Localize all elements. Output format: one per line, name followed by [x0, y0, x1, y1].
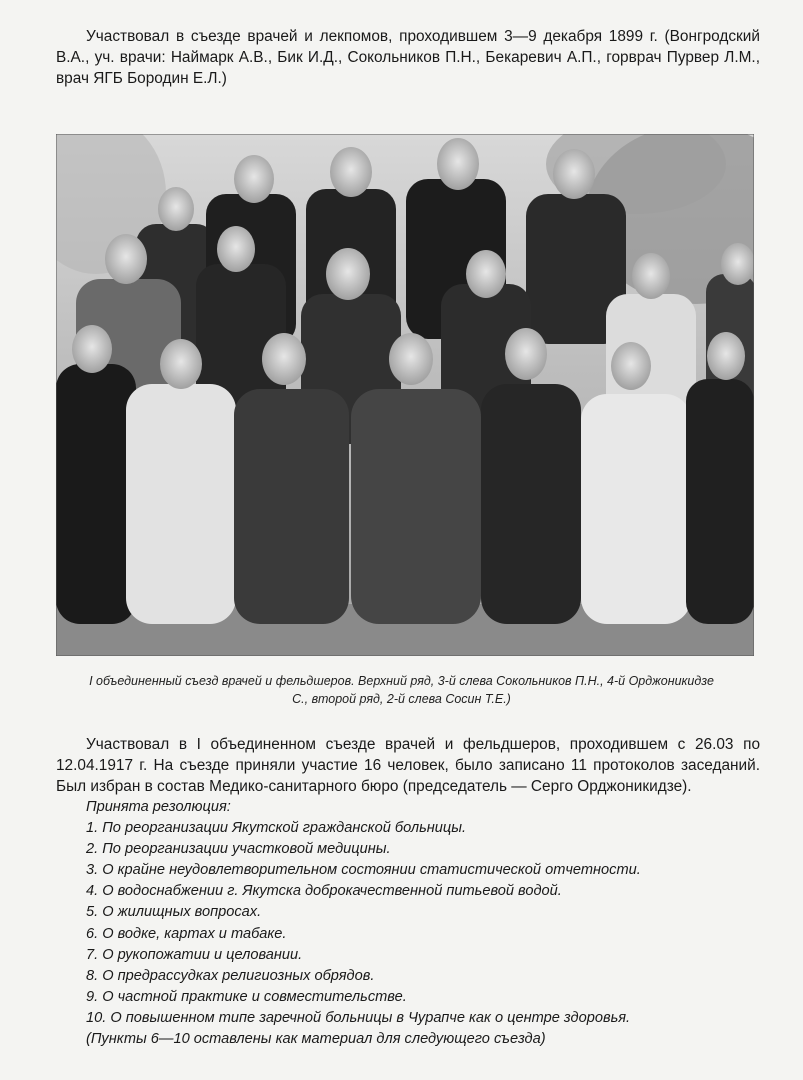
resolution-item: 7. О рукопожатии и целовании.	[86, 946, 303, 963]
group-photograph	[56, 134, 754, 656]
resolution-heading: Принята резолюция:	[86, 799, 231, 815]
photo-caption: I объединенный съезд врачей и фельдшеров. Верхний ряд, 3-й слева Сокольников П.Н., 4-й Орджоникидзе С., второй ряд, 2-й слева Сосин Т.Е.)	[89, 674, 714, 706]
congress-paragraph: Участвовал в I объединенном съезде врачей и фельдшеров, проходившем с 26.03 по 12.04.1917 г. На съезде приняли участие 16 человек, было записано 11 протоколов заседаний. Был избран в состав Медико-санитарного бюро (председатель — Серго Орджоникидзе).	[56, 736, 760, 795]
resolution-list	[86, 797, 766, 1050]
resolution-item: 4. О водоснабжении г. Якутска доброкачественной питьевой водой.	[86, 883, 562, 900]
resolution-item: 1. По реорганизации Якутской гражданской больницы.	[86, 820, 467, 837]
resolution-item: 2. По реорганизации участковой медицины.	[86, 841, 391, 858]
intro-paragraph: Участвовал в съезде врачей и лекпомов, проходившем 3—9 декабря 1899 г. (Вонгродский В.А., уч. врачи: Наймарк А.В., Бик И.Д., Сокольников П.Н., Бекаревич А.П., горврач Пурвер Л.М., врач ЯГБ Бородин Е.Л.)	[56, 28, 760, 87]
group-photo-image	[56, 134, 754, 656]
resolution-item: 8. О предрассудках религиозных обрядов.	[86, 967, 375, 984]
resolution-item: 10. О повышенном типе заречной больницы в Чурапче как о центре здоровья.	[86, 1009, 631, 1026]
resolution-note: (Пункты 6—10 оставлены как материал для следующего съезда)	[86, 1031, 546, 1048]
resolution-item: 9. О частной практике и совместительстве.	[86, 988, 407, 1005]
resolution-item: 3. О крайне неудовлетворительном состоянии статистической отчетности.	[86, 862, 641, 879]
resolution-item: 6. О водке, картах и табаке.	[86, 925, 287, 942]
resolution-item: 5. О жилищных вопросах.	[86, 904, 262, 921]
